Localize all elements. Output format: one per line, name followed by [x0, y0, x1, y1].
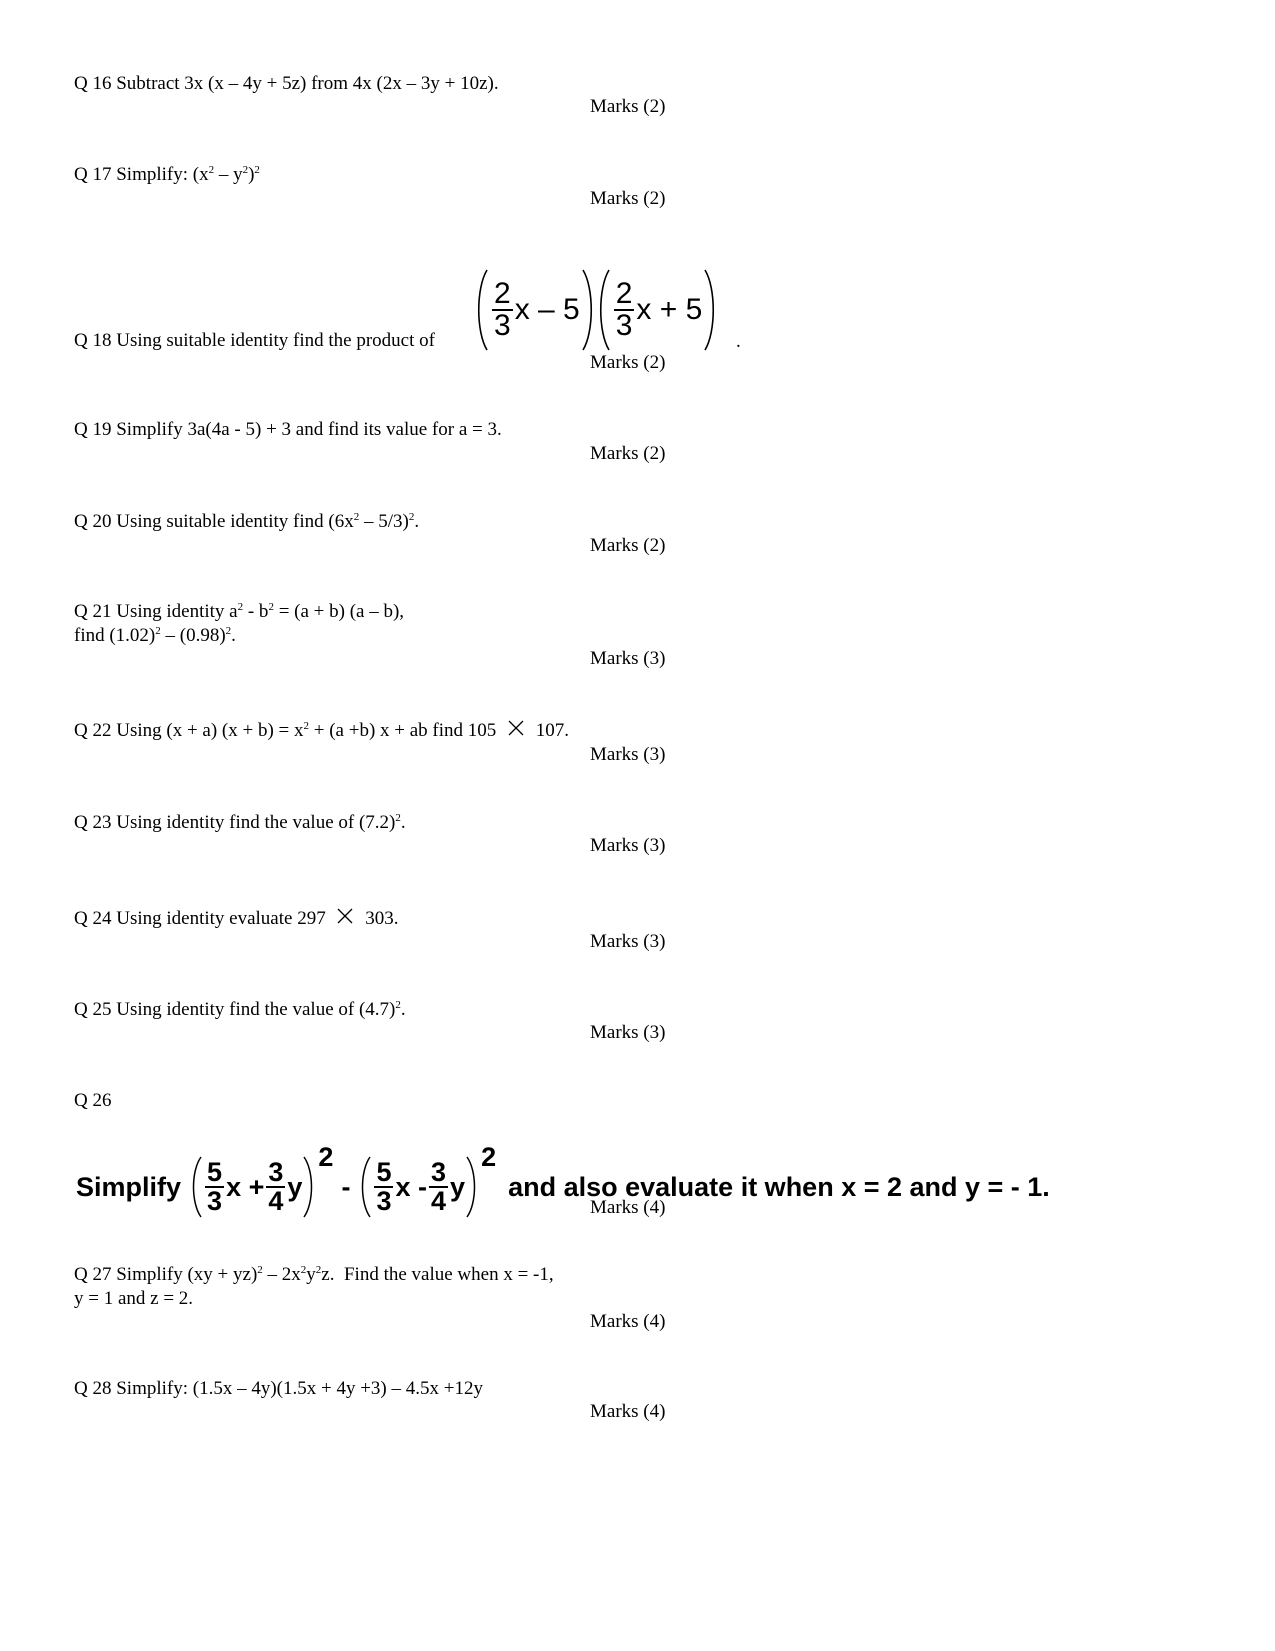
- question-18-expression: $\frac{2}{3}$ x – 5 $\frac{2}{3}$ x + 5: [474, 268, 718, 352]
- question-16-text: Q 16 Subtract 3x (x – 4y + 5z) from 4x (2x – 3y + 10z).: [74, 73, 499, 94]
- left-paren-icon: [189, 1155, 203, 1219]
- left-paren-icon: [358, 1155, 372, 1219]
- question-21-marks: Marks (3): [590, 648, 666, 669]
- question-25-marks: Marks (3): [590, 1022, 666, 1043]
- question-27-marks: Marks (4): [590, 1311, 666, 1332]
- question-27: Q 27 Simplify $(xy + yz)^2 - 2x^2y^2z$. Find the value when x = -1, y = 1 and z = 2.: [74, 1264, 554, 1309]
- question-28-marks: Marks (4): [590, 1401, 666, 1422]
- question-16-marks: Marks (2): [590, 96, 666, 117]
- question-28-text: Q 28 Simplify: (1.5x – 4y)(1.5x + 4y +3) – 4.5x +12y: [74, 1378, 483, 1399]
- multiply-icon: [507, 719, 525, 737]
- question-22-text: Q 22 Using (x + a) (x + b) = x: [74, 720, 304, 741]
- left-paren-icon: [596, 268, 612, 352]
- question-22-text-suffix: 107.: [535, 720, 570, 741]
- question-23: Q 23 Using identity find the value of $(7.2)^2$.: [74, 812, 406, 833]
- question-26-expression: Simplify $\frac{5}{3}$ x + $\frac{3}{4}$ y 2 - $\frac{5}{3}$ x - $\frac{3}{4}$ y 2 and also evaluate it when x = 2 and y = - 1.: [76, 1155, 1050, 1219]
- question-23-text: Q 23 Using identity find the value of (7.2): [74, 812, 396, 833]
- question-24-marks: Marks (3): [590, 931, 666, 952]
- multiply-icon: [336, 907, 354, 925]
- question-19-text: Q 19 Simplify 3a(4a - 5) + 3 and find its value for a = 3.: [74, 419, 502, 440]
- question-17: Q 17 Simplify: $(x^2 - y^2)^2$: [74, 164, 260, 185]
- question-20: Q 20 Using suitable identity find $(6x^2 - 5/3)^2$.: [74, 511, 420, 532]
- question-24-text-suffix: 303.: [365, 908, 399, 929]
- question-24: [74, 907, 398, 931]
- question-20-marks: Marks (2): [590, 535, 666, 556]
- right-paren-icon: [465, 1155, 479, 1219]
- question-26-marks: Marks (4): [590, 1197, 666, 1218]
- left-paren-icon: [474, 268, 490, 352]
- question-22: Q 22 Using (x + a) $(x + b) = x^2 + (a +b) x$ + ab find 105 107.: [74, 720, 570, 741]
- question-19: [74, 418, 502, 442]
- question-18-text: Q 18 Using suitable identity find the product of: [74, 330, 435, 351]
- question-25-text: Q 25 Using identity find the value of (4.7): [74, 999, 396, 1020]
- question-22-text-mid: + (a +b) x + ab find 105: [309, 720, 497, 741]
- question-24-text: Q 24 Using identity evaluate 297: [74, 908, 326, 929]
- question-20-text: Q 20 Using suitable identity find (6x: [74, 511, 354, 532]
- question-26-tail: and also evaluate it when x = 2 and y = - 1.: [508, 1171, 1050, 1202]
- question-16: [74, 72, 499, 96]
- question-18: [74, 329, 435, 353]
- question-19-marks: Marks (2): [590, 443, 666, 464]
- right-paren-icon: [302, 1155, 316, 1219]
- question-23-marks: Marks (3): [590, 835, 666, 856]
- right-paren-icon: [702, 268, 718, 352]
- question-21-text-line2: find (1.02): [74, 625, 156, 646]
- question-22-marks: Marks (3): [590, 744, 666, 765]
- question-21: Q 21 Using identity $a^2 - b^2 = (a + b)$ (a – b), find $(1.02)^2 - (0.98)^2$.: [74, 601, 405, 646]
- question-17-text: Q 17 Simplify: (x: [74, 164, 209, 185]
- question-26-label: Q 26: [74, 1090, 112, 1111]
- question-27-text-line2: y = 1 and z = 2.: [74, 1288, 194, 1309]
- question-17-marks: Marks (2): [590, 188, 666, 209]
- question-28: [74, 1377, 483, 1401]
- right-paren-icon: [580, 268, 596, 352]
- question-18-marks: Marks (2): [590, 352, 666, 373]
- question-25: Q 25 Using identity find the value of $(4.7)^2$.: [74, 999, 406, 1020]
- question-18-period: .: [736, 331, 741, 352]
- question-27-text: Q 27 Simplify (xy + yz): [74, 1264, 258, 1285]
- question-21-text: Q 21 Using identity a: [74, 601, 238, 622]
- question-26-simplify: Simplify: [76, 1171, 182, 1202]
